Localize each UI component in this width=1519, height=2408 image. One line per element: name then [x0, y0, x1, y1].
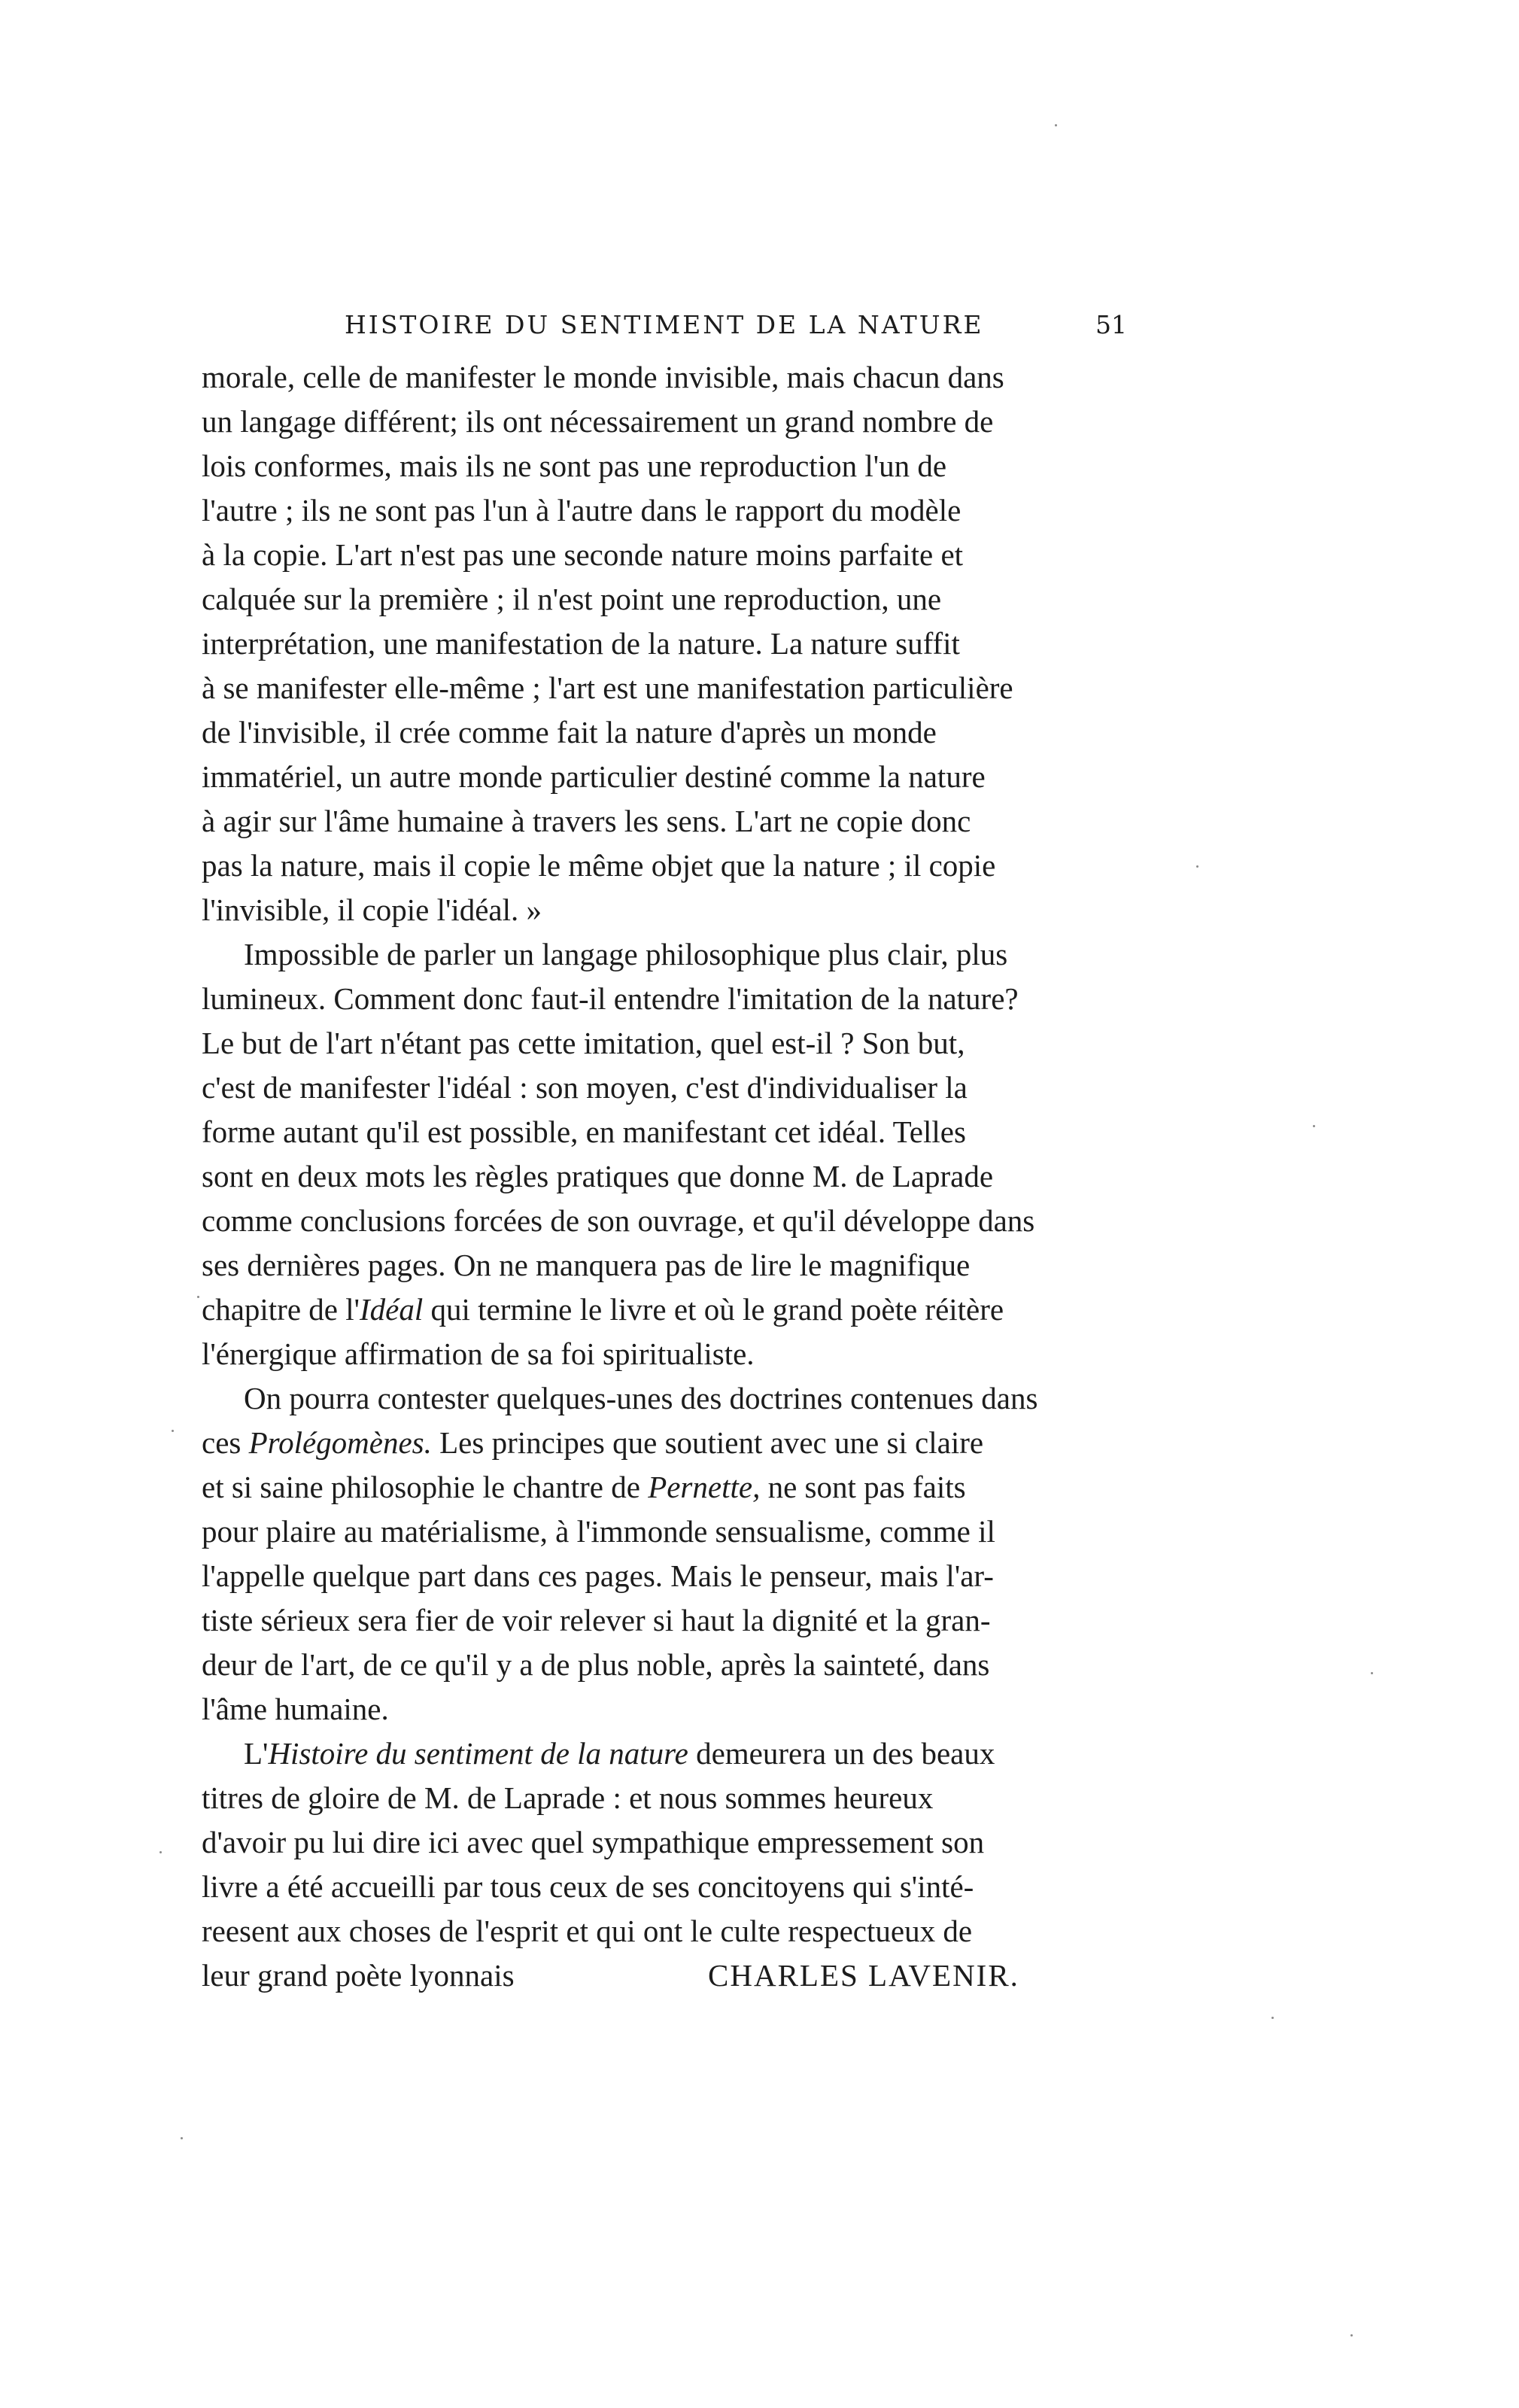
- text-line: l'autre ; ils ne sont pas l'un à l'autre dans le rapport du modèle: [202, 493, 962, 528]
- text-line: l'invisible, il copie l'idéal. »: [202, 892, 542, 927]
- text-line: un langage différent; ils ont nécessairement un grand nombre de: [202, 404, 994, 439]
- text-line: [202, 1421, 1127, 1465]
- text-line: tiste sérieux sera fier de voir relever si haut la dignité et la gran-: [202, 1603, 991, 1637]
- text-line: d'avoir pu lui dire ici avec quel sympathique empressement son: [202, 1825, 985, 1859]
- text-line: On pourra contester quelques-unes des doctrines contenues dans: [244, 1381, 1038, 1415]
- page-number: 51: [1095, 310, 1127, 339]
- italic-title: Idéal: [360, 1292, 424, 1327]
- text-line: à agir sur l'âme humaine à travers les sens. L'art ne copie donc: [202, 804, 971, 838]
- text-line: c'est de manifester l'idéal : son moyen, c'est d'individualiser la: [202, 1070, 968, 1105]
- text-line: l'énergique affirmation de sa foi spiritualiste.: [202, 1336, 755, 1371]
- scan-speck: [197, 1296, 199, 1298]
- text-line: sont en deux mots les règles pratiques que donne M. de Laprade: [202, 1159, 994, 1193]
- text-line: [202, 1288, 1127, 1332]
- text-line: lois conformes, mais ils ne sont pas une reproduction l'un de: [202, 448, 947, 483]
- text-line: Le but de l'art n'étant pas cette imitation, quel est-il ? Son but,: [202, 1026, 965, 1060]
- italic-title: Histoire du sentiment de la nature: [268, 1736, 688, 1771]
- text-line: ses dernières pages. On ne manquera pas de lire le magnifique: [202, 1248, 971, 1282]
- scan-speck: [1271, 2017, 1274, 2019]
- text-segment: demeurera un des beaux: [688, 1736, 995, 1771]
- scan-speck: [172, 1430, 174, 1432]
- italic-title: Prolégomènes.: [248, 1425, 432, 1460]
- text-line: comme conclusions forcées de son ouvrage, et qu'il développe dans: [202, 1203, 1035, 1238]
- text-segment: chapitre de l': [202, 1292, 360, 1327]
- text-segment: Les principes que soutient avec une si claire: [431, 1425, 984, 1460]
- page-header: [202, 303, 1127, 348]
- scan-speck: [159, 1851, 162, 1853]
- running-title: HISTOIRE DU SENTIMENT DE LA NATURE: [345, 310, 984, 339]
- text-line: à la copie. L'art n'est pas une seconde nature moins parfaite et: [202, 537, 964, 572]
- text-line: pas la nature, mais il copie le même objet que la nature ; il copie: [202, 848, 996, 883]
- scan-speck: [1055, 124, 1057, 126]
- text-line: [202, 1465, 1127, 1510]
- text-segment: L': [244, 1736, 269, 1771]
- text-line: reesent aux choses de l'esprit et qui ont le culte respectueux de: [202, 1914, 973, 1948]
- text-line: immatériel, un autre monde particulier destiné comme la nature: [202, 759, 986, 794]
- scan-speck: [181, 2137, 183, 2139]
- text-line: l'âme humaine.: [202, 1692, 389, 1726]
- text-line: [202, 1732, 1127, 1776]
- text-line: calquée sur la première ; il n'est point une reproduction, une: [202, 582, 942, 616]
- text-line: forme autant qu'il est possible, en manifestant cet idéal. Telles: [202, 1114, 966, 1149]
- scan-speck: [1350, 2334, 1353, 2337]
- scan-speck: [1196, 865, 1198, 868]
- text-segment: qui termine le livre et où le grand poète réitère: [423, 1292, 1004, 1327]
- text-line: Impossible de parler un langage philosophique plus clair, plus: [244, 937, 1008, 971]
- scan-speck: [1313, 1125, 1315, 1127]
- text-line: interprétation, une manifestation de la nature. La nature suffit: [202, 626, 960, 661]
- text-line: deur de l'art, de ce qu'il y a de plus noble, après la sainteté, dans: [202, 1647, 990, 1682]
- text-line: lumineux. Comment donc faut-il entendre l'imitation de la nature?: [202, 981, 1019, 1016]
- text-line: de l'invisible, il crée comme fait la nature d'après un monde: [202, 715, 937, 749]
- text-line: morale, celle de manifester le monde invisible, mais chacun dans: [202, 360, 1004, 394]
- text-line: l'appelle quelque part dans ces pages. Mais le penseur, mais l'ar-: [202, 1558, 994, 1593]
- scan-speck: [1371, 1672, 1373, 1674]
- text-line: [202, 1953, 1127, 1998]
- author-signature: CHARLES LAVENIR.: [708, 1958, 1019, 1993]
- italic-title: Pernette,: [648, 1470, 761, 1504]
- body-text: [202, 355, 1127, 1998]
- text-segment: leur grand poète lyonnais: [202, 1958, 515, 1993]
- text-line: pour plaire au matérialisme, à l'immonde sensualisme, comme il: [202, 1514, 995, 1549]
- text-line: titres de gloire de M. de Laprade : et nous sommes heureux: [202, 1780, 934, 1815]
- text-line: livre a été accueilli par tous ceux de ses concitoyens qui s'inté-: [202, 1869, 974, 1904]
- text-line: à se manifester elle-même ; l'art est une manifestation particulière: [202, 670, 1013, 705]
- text-segment: ces: [202, 1425, 249, 1460]
- text-segment: ne sont pas faits: [760, 1470, 966, 1504]
- text-segment: et si saine philosophie le chantre de: [202, 1470, 649, 1504]
